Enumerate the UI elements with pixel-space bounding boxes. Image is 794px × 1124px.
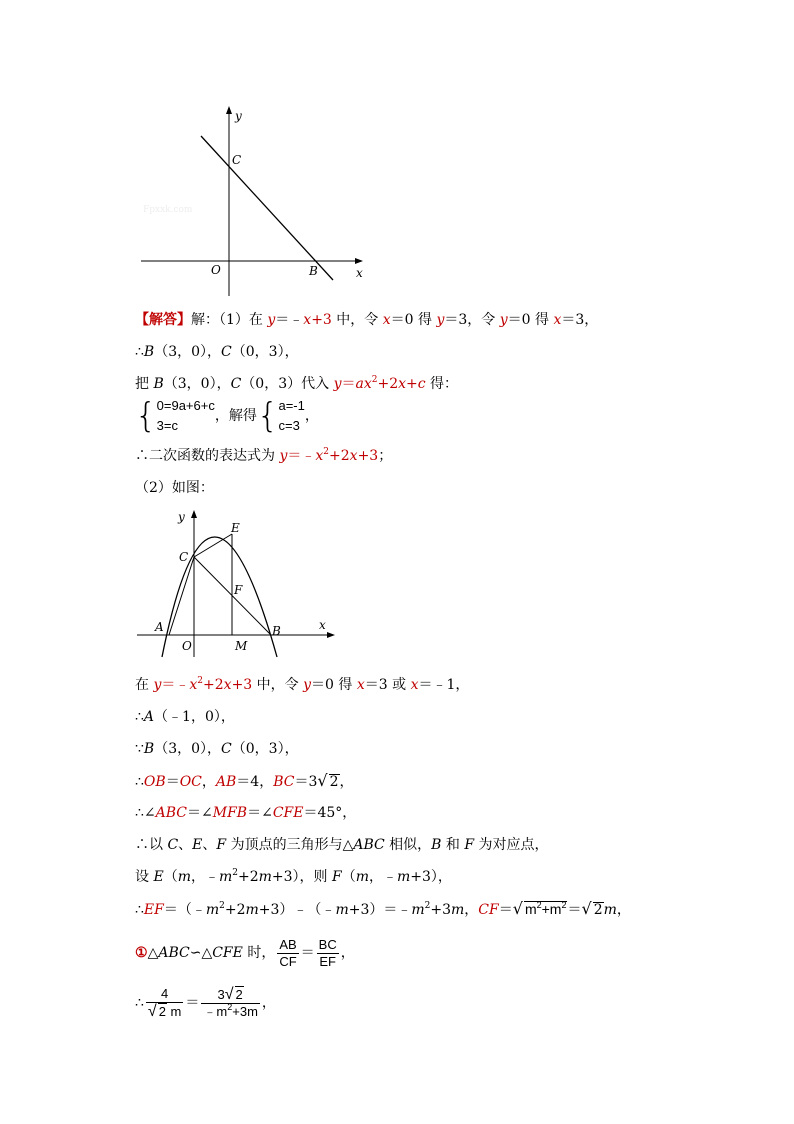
solution-line-15: ①△ABC∽△CFE 时， $\frac{AB}{CF}$ ＝ $\frac{BC}{EF}$ ，: [135, 936, 355, 969]
solution-line-3: 把 B（3，0），C（0，3）代入 $y=ax^2+2x+c$ 得：: [135, 375, 459, 392]
label-b: B: [272, 624, 281, 638]
label-c: C: [232, 153, 242, 167]
label-c: C: [179, 550, 189, 564]
eq-2: 3=c: [156, 418, 178, 433]
solution-line-2: ∴B（3，0），C（0，3），: [135, 344, 299, 360]
solution-line-6: （2）如图：: [135, 480, 214, 496]
label-x: x: [319, 618, 326, 632]
solution-line-9: ∵B（3，0），C（0，3），: [135, 741, 299, 757]
sol-c: c=3: [278, 418, 300, 433]
sol-a: a=-1: [278, 398, 305, 413]
figure-2-parabola-graph: [133, 505, 343, 665]
label-f: F: [234, 583, 243, 597]
label-b: B: [309, 264, 318, 278]
label-o: O: [182, 639, 192, 653]
solution-line-14: $\therefore EF=(﹣m^2+2m+3)﹣(﹣m+3)=﹣m^2+3m$，CF＝√ $m^2+m^2=√$ 2m，: [135, 899, 631, 918]
equation-system: { 0=9a+6+c 3=c ，解得{ a=-1 c=3 ，: [135, 396, 319, 436]
watermark: Fpxxk.com: [143, 205, 193, 215]
solution-line-13: 设 E（m，$﹣m^2+2m+3$），则 F（m，﹣m+3），: [135, 868, 452, 885]
solution-line-7: 在 $y=﹣x^2+2x+3$ 中，令 y＝0 得 x＝3 或 x＝﹣1，: [135, 676, 470, 693]
y-axis-arrow: [191, 510, 197, 518]
solution-line-5: ∴二次函数的表达式为 $y=﹣x^2+2x+3$；: [135, 447, 393, 464]
label-y: y: [178, 510, 185, 524]
line-y-eq-neg-x-plus-3: [201, 136, 333, 280]
solution-line-16: ∴ $\frac{4}{√ 2 m}$ ＝ $\frac{3√ 2}{﹣m^2+3m}$ ，: [135, 986, 276, 1020]
eq-1: 0=9a+6+c: [156, 398, 215, 413]
solution-line-11: ∴∠ABC＝∠MFB＝∠CFE＝45°，: [135, 805, 357, 821]
x-axis-arrow: [327, 632, 335, 638]
label-a: A: [155, 620, 164, 634]
label-x: x: [356, 266, 363, 280]
solution-line-12: ∴以 C、E、F 为顶点的三角形与△ABC 相似，B 和 F 为对应点，: [135, 837, 549, 853]
solution-line-1: 【解答】解：（1）在 y＝﹣x+3 中，令 x＝0 得 y＝3，令 y＝0 得 x＝3，: [135, 312, 599, 328]
figure-1-line-graph: [135, 100, 375, 300]
solution-line-8: ∴A（﹣1，0），: [135, 709, 235, 725]
label-m: M: [235, 639, 248, 653]
segment-ac: [169, 557, 194, 635]
comma: ，: [304, 408, 319, 424]
x-axis-arrow: [355, 258, 363, 264]
y-axis-arrow: [226, 106, 232, 114]
solution-tag: 【解答】: [135, 312, 191, 328]
solve-label: ，解得: [214, 408, 257, 424]
solution-line-10: ∴OB＝OC，AB＝4，BC＝3√ 2，: [135, 771, 354, 790]
label-y: y: [235, 109, 242, 123]
label-e: E: [231, 521, 240, 535]
label-o: O: [211, 263, 221, 277]
